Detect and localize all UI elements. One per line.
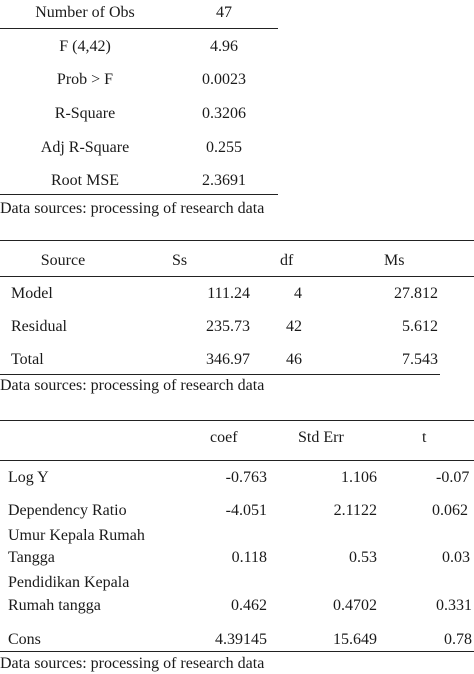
- table3-row-cons-label: Cons: [8, 631, 41, 648]
- table1-label-obs: Number of Obs: [35, 4, 135, 21]
- table3-row-cons-se: 15.649: [333, 631, 377, 648]
- table1-label-rsq: R-Square: [54, 105, 116, 122]
- table1-value-rsq: 0.3206: [202, 105, 246, 122]
- table3-row-umur-t: 0.03: [442, 549, 470, 566]
- table1-value-prob: 0.0023: [202, 71, 246, 88]
- table2-row-model-ms: 27.812: [394, 285, 438, 302]
- table2-header-ss: Ss: [172, 252, 188, 269]
- table2-row-residual-ss: 235.73: [206, 318, 250, 335]
- table2-row-total-ms: 7.543: [402, 351, 438, 368]
- table1-bottom-rule: [0, 194, 278, 195]
- table3-row-logy-label: Log Y: [8, 469, 49, 486]
- table3-row-umur-label-line1: Umur Kepala Rumah: [8, 527, 145, 544]
- table3-row-pendidikan-coef: 0.462: [231, 597, 267, 614]
- table1-header-rule: [0, 28, 278, 29]
- table3-row-depratio-coef: -4.051: [225, 502, 267, 519]
- table3-bottom-rule: [0, 651, 474, 652]
- table2-row-total-df: 46: [286, 351, 302, 368]
- table1-value-f: 4.96: [210, 38, 238, 55]
- table3-row-pendidikan-label-line1: Pendidikan Kepala: [8, 574, 130, 591]
- table3-row-pendidikan-se: 0.4702: [333, 597, 377, 614]
- table2-top-rule: [0, 240, 474, 241]
- table3-header-coef: coef: [210, 429, 238, 446]
- table2-row-total-ss: 346.97: [206, 351, 250, 368]
- table2-header-df: df: [280, 252, 294, 269]
- table3-row-umur-label-line2: Tangga: [8, 549, 55, 566]
- table3-row-umur-se: 0.53: [349, 549, 377, 566]
- table1-label-rmse: Root MSE: [50, 172, 119, 189]
- table3-row-logy-t: -0.07: [436, 469, 470, 486]
- table3-row-logy-se: 1.106: [341, 469, 377, 486]
- table3-row-cons-t: 0.78: [444, 631, 472, 648]
- table1-value-rmse: 2.3691: [202, 172, 246, 189]
- table1-value-adjrsq: 0.255: [206, 139, 242, 156]
- table1-source-note: Data sources: processing of research data: [0, 200, 265, 217]
- table3-row-cons-coef: 4.39145: [215, 631, 267, 648]
- table3-header-stderr: Std Err: [298, 429, 344, 446]
- table2-header-rule: [0, 276, 474, 277]
- table3-row-umur-coef: 0.118: [231, 549, 267, 566]
- table1-label-adjrsq: Adj R-Square: [40, 139, 130, 156]
- table1-value-obs: 47: [216, 4, 232, 21]
- table3-row-logy-coef: -0.763: [225, 469, 267, 486]
- table2-bottom-rule: [0, 374, 440, 375]
- table2-row-model-df: 4: [294, 285, 302, 302]
- table3-header-t: t: [422, 429, 427, 446]
- table2-row-model-label: Model: [11, 285, 53, 302]
- table2-row-total-label: Total: [11, 351, 44, 368]
- table2-row-residual-ms: 5.612: [402, 318, 438, 335]
- table2-row-residual-label: Residual: [11, 318, 67, 335]
- table3-row-pendidikan-label-line2: Rumah tangga: [8, 597, 101, 614]
- table1-label-prob: Prob > F: [56, 71, 114, 88]
- table2-header-ms: Ms: [384, 252, 405, 269]
- table1-label-f: F (4,42): [59, 38, 111, 55]
- table2-header-source: Source: [40, 252, 86, 269]
- table3-row-depratio-t: 0.062: [432, 502, 468, 519]
- table3-row-depratio-label: Dependency Ratio: [8, 502, 127, 519]
- table3-header-rule: [0, 460, 474, 461]
- table2-source-note: Data sources: processing of research data: [0, 377, 265, 394]
- table3-row-depratio-se: 2.1122: [333, 502, 377, 519]
- table3-row-pendidikan-t: 0.331: [436, 597, 472, 614]
- table3-top-rule: [0, 420, 474, 421]
- table3-source-note: Data sources: processing of research data: [0, 655, 265, 672]
- table2-row-residual-df: 42: [286, 318, 302, 335]
- table2-row-model-ss: 111.24: [207, 285, 250, 302]
